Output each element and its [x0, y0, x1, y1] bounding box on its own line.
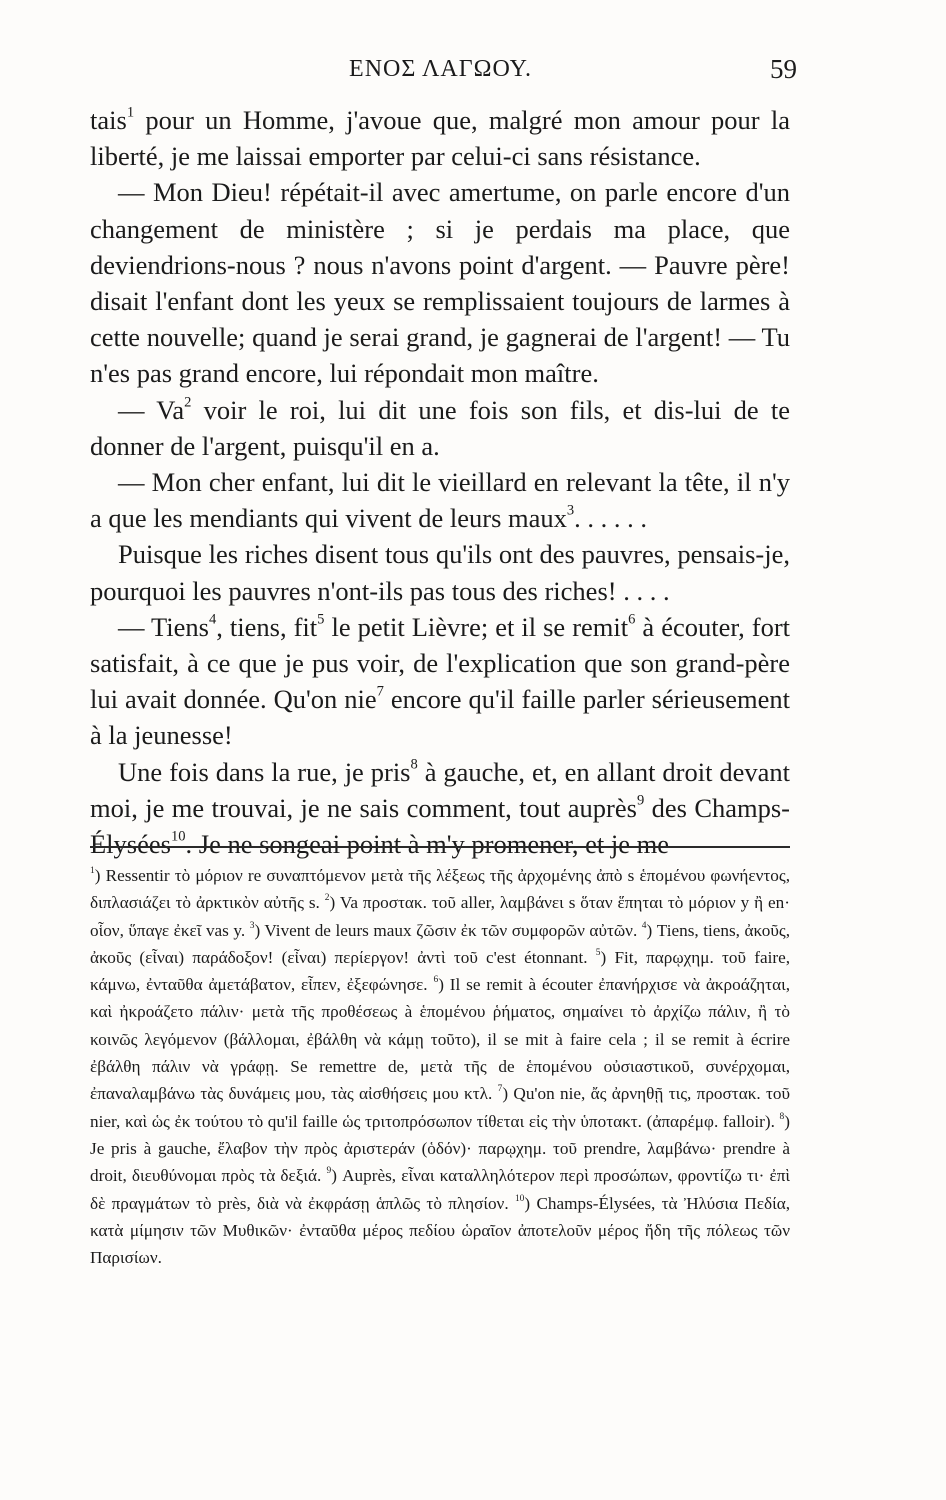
paragraph	[90, 536, 790, 608]
text-run: pour un Homme, j'avoue que, malgré mon amour pour la liberté, je me laissai emporter par celui-ci sans résistance.	[90, 105, 790, 172]
footnote-marker: 2	[324, 893, 330, 904]
footnote-text: ) Champs-Élysées, τὰ Ἠλύσια Πεδία, κατὰ μίμησιν τῶν Μυθικῶν· ἐνταῦθα μέρος πεδίου ὡραῖον ἀποτελοῦν μέρος ἤδη τῆς πόλεως τῶν Παρισίων.	[90, 1193, 790, 1268]
footnote-marker: 3	[249, 920, 255, 931]
page-header	[90, 50, 797, 90]
footnote-marker: 6	[433, 975, 439, 986]
text-run: — Va	[118, 394, 185, 425]
footnotes	[90, 862, 790, 1271]
footnote-text: ) Fit, παρῳχημ. τοῦ faire, κάμνω, ἐνταῦθα ἀμετάβατον, εἶπεν, ἐξεφώνησε.	[90, 947, 790, 995]
footnote-marker: 7	[497, 1084, 503, 1095]
text-run: le petit Lièvre; et il se remit	[324, 611, 629, 642]
text-run: encore qu'il faille parler sérieusement à la jeunesse!	[90, 684, 790, 751]
footnote-text: ) Tiens, tiens, ἀκοῦς, ἀκοῦς (εἶναι) παράδοξον! (εἶναι) περίεργον! ἀντὶ τοῦ c'est étonnant.	[90, 920, 791, 967]
text-run: Une fois dans la rue, je pris	[118, 756, 411, 787]
text-run: tais	[90, 105, 127, 135]
footnote-text: ) Je pris à gauche, ἔλαβον τὴν πρὸς ἀριστεράν (ὁδόν)· παρῳχημ. τοῦ prendre, λαμβάνω· prendre à droit, διευθύνομαι πρὸς τὰ δεξιά.	[90, 1111, 790, 1186]
footnote-divider	[90, 846, 790, 848]
footnote-marker: 5	[595, 947, 601, 958]
running-title: ΕΝΟΣ ΛΑΓΩΟΥ.	[349, 56, 532, 82]
text-run: des Champs-Élysées	[90, 792, 791, 860]
text-run: . Je ne songeai point à m'y promener, et je me	[185, 829, 670, 860]
footnote-ref: 5	[317, 611, 325, 628]
footnote-marker: 4	[641, 920, 647, 931]
text-run: voir le roi, lui dit une fois son fils, et dis-lui de te donner de l'argent, puisqu'il en a.	[90, 394, 790, 461]
text-run: — Mon cher enfant, lui dit le vieillard en relevant la tête, il n'y a que les mendiants qui vivent de leurs maux	[90, 467, 790, 534]
footnote-text: ) Vivent de leurs maux ζῶσιν ἐκ τῶν συμφορῶν αὐτῶν.	[254, 920, 638, 940]
text-run: . . . . . .	[574, 503, 648, 534]
text-run: à écouter, fort satisfait, à ce que je pus voir, de l'explication que son grand-père lui avait donnée. Qu'on nie	[90, 611, 791, 715]
footnote-ref: 6	[628, 611, 636, 628]
footnote-text: ) Ressentir τὸ μόριον re συναπτόμενον μετὰ τῆς λέξεως τῆς ἀρχομένης ἀπὸ s ἑπομένου φωνήεντος, διπλασιάζει τὸ ἀρκτικὸν αὐτῆς s.	[90, 866, 790, 913]
text-run: , tiens, fit	[216, 611, 318, 642]
text-run: — Mon Dieu! répétait-il avec amertume, on parle encore d'un changement de ministère ; si je perdais ma place, que deviendrions-nous ? nous n'avons point d'argent. — Pauvre père! disait l'enfant dont les yeux se remplissaient toujours de larmes à cette nouvelle; quand je serai grand, je gagnerai de l'argent! — Tu n'es pas grand encore, lui répondait mon maître.	[90, 177, 790, 389]
page-number: 59	[770, 54, 797, 84]
footnote-ref: 3	[566, 502, 575, 519]
paragraph	[90, 174, 790, 391]
footnote-marker: 9	[326, 1166, 332, 1177]
footnote-ref: 10	[170, 828, 186, 845]
footnote-ref: 1	[126, 104, 135, 121]
footnote-ref: 7	[376, 683, 384, 700]
footnote-ref: 2	[184, 394, 192, 411]
footnote-block	[90, 862, 790, 1271]
text-run: à gauche, et, en allant droit devant moi, je me trouvai, je ne sais comment, tout auprès	[90, 756, 791, 823]
footnote-text: ) Il se remit à écouter ἐπανήρχισε νὰ ἀκροάζηται, καὶ ἠκροάζετο πάλιν· μετὰ τῆς προθέσεως à ἑπομένου ῥήματος, σημαίνει τὸ ἀρχίζω πάλιν, ἢ τὸ κοινῶς λεγόμενον (βάλλομαι, ἐβάλθη νὰ κάμῃ τοῦτο), il se mit à faire cela ; il se remit à écrire ἐβάλθη πάλιν νὰ γράφῃ. Se remettre de, μετὰ τῆς de ἑπομένου οὐσιαστικοῦ, συνέρχομαι, ἐπαναλαμβάνω τὰς δυνάμεις μου, τὰς αἰσθήσεις μου κτλ.	[90, 975, 790, 1104]
footnote-marker: 10	[514, 1193, 525, 1204]
text-run: — Tiens	[118, 611, 209, 642]
footnote-text: ) Qu'on nie, ἄς ἀρνηθῇ τις, προστακ. τοῦ nier, καὶ ὡς ἐκ τούτου τὸ qu'il faille ὡς τριτοπρόσωπον τίθεται εἰς τὴν ὑποτακτ. (ἀπαρέμφ. falloir).	[90, 1084, 791, 1131]
footnote-marker: 1	[90, 865, 95, 876]
footnote-text: ) Auprès, εἶναι καταλληλότερον περὶ προσώπων, φροντίζω τι· ἐπὶ δὲ πραγμάτων τὸ près, διὰ νὰ ἐκφράσῃ ἁπλῶς τὸ πλησίον.	[90, 1166, 790, 1213]
footnote-ref: 8	[410, 756, 418, 773]
text-run: Puisque les riches disent tous qu'ils ont des pauvres, pensais-je, pourquoi les pauvres n'ont-ils pas tous des riches! . . . .	[90, 539, 790, 606]
footnote-marker: 8	[779, 1111, 785, 1122]
paragraph	[90, 392, 790, 464]
footnote-text: ) Va προστακ. τοῦ aller, λαμβάνει s ὅταν ἕπηται τὸ μόριον y ἢ en· οἷον, ὕπαγε ἐκεῖ vas y.	[90, 893, 791, 940]
footnote-ref: 9	[636, 792, 645, 809]
main-text	[90, 102, 790, 862]
footnote-ref: 4	[208, 611, 217, 628]
paragraph	[90, 102, 790, 174]
paragraph	[90, 464, 790, 536]
paragraph	[90, 609, 790, 754]
